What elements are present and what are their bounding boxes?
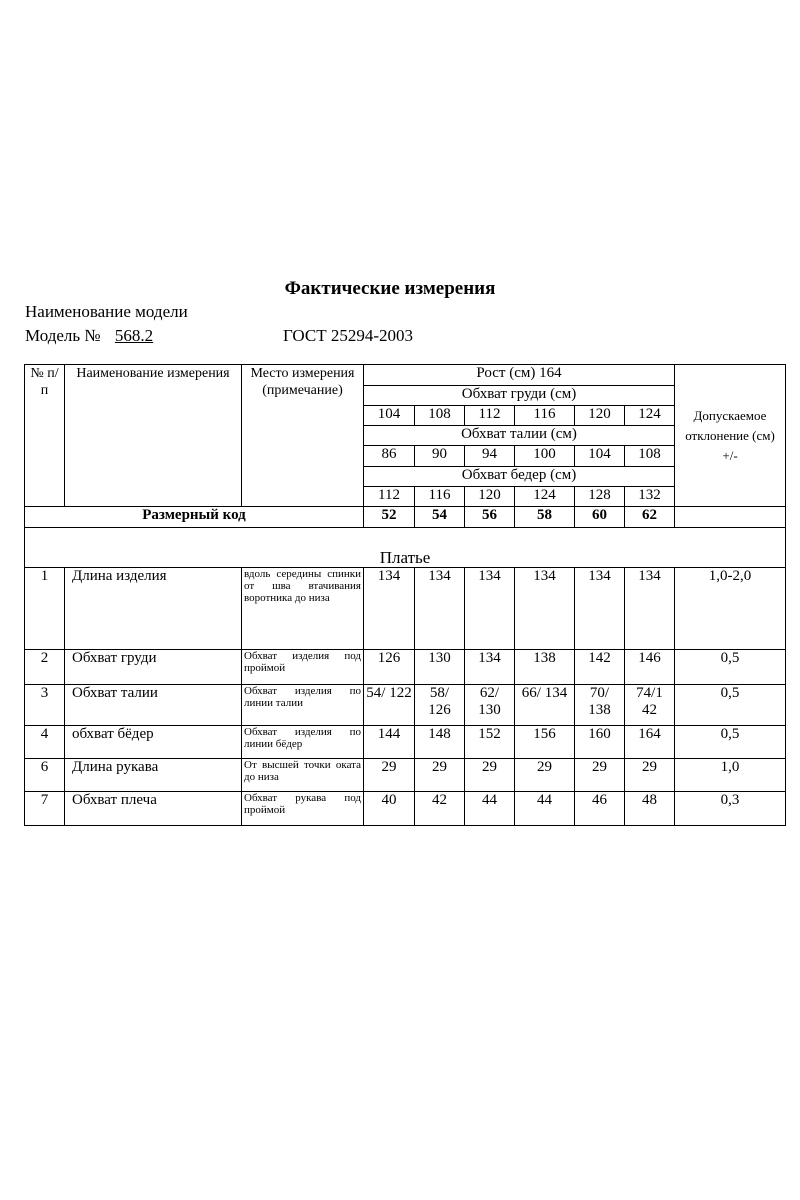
chest-value: 112 — [465, 406, 515, 426]
chest-value: 104 — [364, 406, 415, 426]
row-name: Длина рукава — [65, 759, 242, 792]
row-deviation: 1,0 — [675, 759, 786, 792]
header-hips-label: Обхват бедер (см) — [364, 467, 675, 487]
row-value: 134 — [575, 568, 625, 650]
row-value: 29 — [364, 759, 415, 792]
row-value: 66/ 134 — [515, 685, 575, 726]
model-number-line — [25, 326, 155, 346]
header-name: Наименование измерения — [65, 365, 242, 507]
row-place: Обхват изделия по линии бёдер — [242, 726, 364, 759]
chest-value: 108 — [415, 406, 465, 426]
chest-value: 124 — [625, 406, 675, 426]
waist-value: 104 — [575, 446, 625, 467]
row-value: 146 — [625, 650, 675, 685]
row-value: 29 — [575, 759, 625, 792]
table-row — [25, 759, 786, 792]
row-value: 70/ 138 — [575, 685, 625, 726]
row-value: 134 — [465, 650, 515, 685]
header-waist-label: Обхват талии (см) — [364, 426, 675, 446]
row-value: 29 — [625, 759, 675, 792]
row-value: 126 — [364, 650, 415, 685]
row-place: вдоль середины спинки от шва втачивания воротника до низа — [242, 568, 364, 650]
row-deviation: 0,3 — [675, 792, 786, 826]
row-place: Обхват изделия под проймой — [242, 650, 364, 685]
header-height: Рост (см) 164 — [364, 365, 675, 386]
row-value: 44 — [465, 792, 515, 826]
table-row — [25, 685, 786, 726]
row-value: 29 — [415, 759, 465, 792]
model-name-label: Наименование модели — [25, 302, 188, 321]
hips-value: 112 — [364, 487, 415, 507]
table-row — [25, 792, 786, 826]
row-value: 152 — [465, 726, 515, 759]
row-place: Обхват рукава под проймой — [242, 792, 364, 826]
row-name: Обхват талии — [65, 685, 242, 726]
gost-standard: ГОСТ 25294-2003 — [283, 326, 414, 345]
row-name: обхват бёдер — [65, 726, 242, 759]
hips-value: 132 — [625, 487, 675, 507]
row-place: Обхват изделия по линии талии — [242, 685, 364, 726]
chest-value: 120 — [575, 406, 625, 426]
row-name: Длина изделия — [65, 568, 242, 650]
row-num: 4 — [25, 726, 65, 759]
size-code-value: 54 — [415, 507, 465, 528]
row-value: 48 — [625, 792, 675, 826]
header-num: № п/п — [25, 365, 65, 507]
header-place: Место измерения (примечание) — [242, 365, 364, 507]
row-value: 134 — [465, 568, 515, 650]
hips-value: 120 — [465, 487, 515, 507]
section-title: Платье — [25, 528, 786, 568]
size-code-row — [25, 507, 786, 528]
row-deviation: 1,0-2,0 — [675, 568, 786, 650]
waist-value: 94 — [465, 446, 515, 467]
row-value: 54/ 122 — [364, 685, 415, 726]
size-code-value: 62 — [625, 507, 675, 528]
row-value: 62/ 130 — [465, 685, 515, 726]
row-value: 142 — [575, 650, 625, 685]
measurements-table — [24, 364, 786, 826]
row-deviation: 0,5 — [675, 650, 786, 685]
row-num: 3 — [25, 685, 65, 726]
table-row — [25, 568, 786, 650]
row-num: 6 — [25, 759, 65, 792]
row-value: 138 — [515, 650, 575, 685]
chest-value: 116 — [515, 406, 575, 426]
table-row — [25, 650, 786, 685]
size-code-value: 58 — [515, 507, 575, 528]
row-value: 134 — [515, 568, 575, 650]
waist-value: 90 — [415, 446, 465, 467]
row-value: 29 — [515, 759, 575, 792]
model-number-label: Модель № — [25, 326, 101, 345]
row-value: 148 — [415, 726, 465, 759]
waist-value: 86 — [364, 446, 415, 467]
row-value: 134 — [364, 568, 415, 650]
hips-value: 116 — [415, 487, 465, 507]
size-code-value: 52 — [364, 507, 415, 528]
row-num: 2 — [25, 650, 65, 685]
row-value: 46 — [575, 792, 625, 826]
header-chest-label: Обхват груди (см) — [364, 386, 675, 406]
row-value: 156 — [515, 726, 575, 759]
row-value: 164 — [625, 726, 675, 759]
row-place: От высшей точки оката до низа — [242, 759, 364, 792]
row-value: 29 — [465, 759, 515, 792]
row-value: 40 — [364, 792, 415, 826]
waist-value: 108 — [625, 446, 675, 467]
document-title: Фактические измерения — [284, 278, 496, 299]
size-code-blank — [675, 507, 786, 528]
table-row — [25, 726, 786, 759]
row-deviation: 0,5 — [675, 685, 786, 726]
hips-value: 124 — [515, 487, 575, 507]
row-value: 160 — [575, 726, 625, 759]
row-value: 134 — [415, 568, 465, 650]
row-num: 7 — [25, 792, 65, 826]
waist-value: 100 — [515, 446, 575, 467]
row-name: Обхват плеча — [65, 792, 242, 826]
row-num: 1 — [25, 568, 65, 650]
row-value: 42 — [415, 792, 465, 826]
row-value: 74/1 42 — [625, 685, 675, 726]
row-value: 58/ 126 — [415, 685, 465, 726]
row-value: 44 — [515, 792, 575, 826]
hips-value: 128 — [575, 487, 625, 507]
model-number: 568.2 — [114, 326, 154, 345]
size-code-value: 60 — [575, 507, 625, 528]
row-value: 144 — [364, 726, 415, 759]
row-value: 134 — [625, 568, 675, 650]
row-name: Обхват груди — [65, 650, 242, 685]
row-deviation: 0,5 — [675, 726, 786, 759]
size-code-label: Размерный код — [25, 507, 364, 528]
row-value: 130 — [415, 650, 465, 685]
size-code-value: 56 — [465, 507, 515, 528]
header-deviation: Допускаемое отклонение (см) +/- — [675, 365, 786, 507]
